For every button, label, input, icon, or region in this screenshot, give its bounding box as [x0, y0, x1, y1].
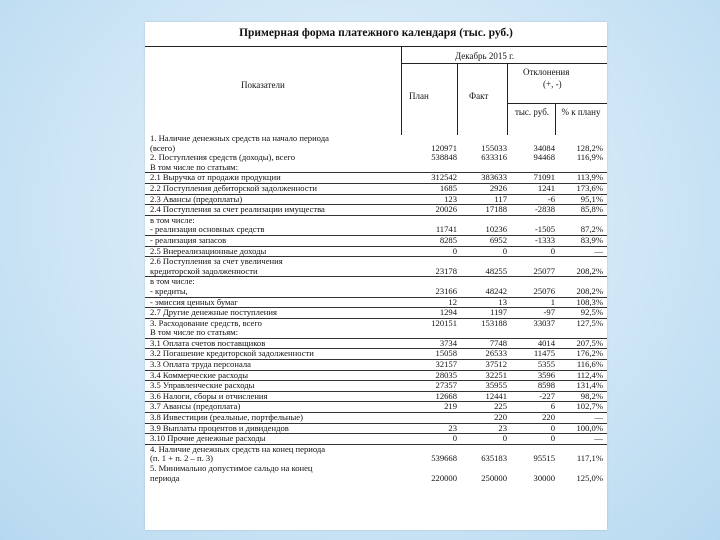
deviation-pct-cell: 128,2%: [576, 142, 603, 153]
row-label: 3.1 Оплата счетов поставщиков: [150, 338, 266, 348]
row-label: 2.3 Авансы (предоплаты): [150, 194, 243, 204]
row-label: В том числе по статьям:: [150, 162, 238, 172]
row-label: 3.6 Налоги, сборы и отчисления: [150, 391, 268, 401]
plan-cell: 539668: [431, 453, 457, 464]
deviation-pct-cell: 116,9%: [576, 152, 603, 163]
fact-cell: 383633: [481, 172, 507, 183]
deviation-pct-cell: 208,2%: [576, 265, 603, 276]
fact-cell: 1197: [490, 307, 507, 318]
deviation-abs-cell: 220: [542, 412, 555, 423]
plan-cell: 23166: [435, 285, 457, 296]
deviation-pct-cell: 87,2%: [580, 224, 603, 235]
row-label: 2.2 Поступления дебиторской задолженности: [150, 183, 317, 193]
deviation-pct-cell: 116,6%: [576, 359, 603, 370]
fact-cell: 153188: [481, 317, 507, 328]
deviation-abs-cell: -6: [547, 193, 555, 204]
fact-cell: 6952: [489, 234, 507, 245]
deviation-pct-cell: 113,9%: [576, 172, 603, 183]
table-row: [145, 267, 607, 278]
deviation-pct-cell: 176,2%: [576, 348, 603, 359]
deviation-pct-cell: 100,0%: [576, 422, 603, 433]
fact-cell: 220: [494, 412, 507, 423]
row-label: 3.8 Инвестиции (реальные, портфельные): [150, 413, 303, 423]
plan-cell: 220000: [431, 472, 457, 483]
deviation-pct-cell: 208,2%: [576, 285, 603, 296]
table-row: [145, 474, 607, 484]
deviation-abs-cell: -2838: [534, 204, 555, 215]
row-label: 3.3 Оплата труда персонала: [150, 360, 251, 370]
row-label: (п. 1 + п. 2 – п. 3): [150, 454, 214, 464]
row-label: 3.9 Выплаты процентов и дивидендов: [150, 423, 289, 433]
plan-cell: 23178: [435, 265, 457, 276]
table-row: [145, 402, 607, 413]
fact-cell: 23: [498, 422, 507, 433]
fact-cell: 17188: [485, 204, 507, 215]
plan-cell: 312542: [431, 172, 457, 183]
deviation-abs-cell: 6: [550, 401, 555, 412]
deviation-abs-cell: 0: [550, 433, 555, 444]
calendar-document: [145, 22, 607, 530]
row-label: 3.7 Авансы (предоплата): [150, 402, 241, 412]
plan-cell: 8285: [439, 234, 457, 245]
plan-cell: 15058: [435, 348, 457, 359]
row-label: 2.6 Поступления за счет увеличения: [150, 257, 283, 267]
header-plan: План: [409, 91, 429, 101]
deviation-pct-cell: 83,9%: [580, 234, 603, 245]
fact-cell: 48255: [485, 265, 507, 276]
deviation-abs-cell: 1241: [537, 182, 555, 193]
deviation-abs-cell: 33037: [533, 317, 555, 328]
deviation-pct-cell: 95,1%: [580, 193, 603, 204]
plan-cell: 0: [452, 245, 457, 256]
deviation-pct-cell: 108,3%: [576, 296, 603, 307]
deviation-abs-cell: -1505: [534, 224, 555, 235]
deviation-pct-cell: 125,0%: [576, 472, 603, 483]
table-row: [145, 434, 607, 445]
row-label: в том числе:: [150, 277, 195, 287]
deviation-pct-cell: 173,6%: [576, 182, 603, 193]
row-label: - эмиссия ценных бумаг: [150, 297, 238, 307]
table-row: [145, 205, 607, 216]
plan-cell: 1294: [439, 307, 457, 318]
header-divider: [507, 103, 607, 104]
plan-cell: 120971: [431, 142, 457, 153]
table-row: [145, 381, 607, 392]
plan-cell: 12668: [435, 390, 457, 401]
plan-cell: 120151: [431, 317, 457, 328]
fact-cell: 13: [498, 296, 507, 307]
plan-cell: 123: [444, 193, 457, 204]
row-label: периода: [150, 473, 180, 483]
table-row: [145, 413, 607, 424]
deviation-abs-cell: 11475: [533, 348, 555, 359]
header-divider: [457, 63, 458, 135]
deviation-pct-cell: —: [594, 412, 603, 423]
fact-cell: 155033: [481, 142, 507, 153]
row-label: 3.5 Управленческие расходы: [150, 381, 255, 391]
header-deviations: Отклонения: [523, 67, 570, 77]
row-label: - реализация запасов: [150, 235, 227, 245]
plan-cell: 32157: [435, 359, 457, 370]
deviation-pct-cell: 127,5%: [576, 317, 603, 328]
plan-cell: 219: [444, 401, 457, 412]
row-label: - кредиты,: [150, 286, 188, 296]
fact-cell: 12441: [485, 390, 507, 401]
row-label: 4. Наличие денежных средств на конец периода: [150, 444, 326, 454]
row-label: 2.7 Другие денежные поступления: [150, 308, 277, 318]
table-row: [145, 236, 607, 247]
fact-cell: 225: [494, 401, 507, 412]
plan-cell: 20026: [435, 204, 457, 215]
deviation-abs-cell: 1: [550, 296, 555, 307]
row-label: в том числе:: [150, 215, 195, 225]
table-row: [145, 184, 607, 195]
plan-cell: 1685: [439, 182, 457, 193]
deviation-pct-cell: —: [594, 245, 603, 256]
fact-cell: 26533: [485, 348, 507, 359]
deviation-pct-cell: 85,8%: [580, 204, 603, 215]
row-label: - реализация основных средств: [150, 225, 265, 235]
fact-cell: 32251: [485, 369, 507, 380]
deviation-pct-cell: 112,4%: [576, 369, 603, 380]
fact-cell: 7748: [489, 337, 507, 348]
row-label: 2.4 Поступления за счет реализации имущества: [150, 205, 325, 215]
deviation-pct-cell: 131,4%: [576, 380, 603, 391]
header-fact: Факт: [469, 91, 489, 101]
deviation-abs-cell: 0: [550, 422, 555, 433]
header-divider: [401, 47, 402, 135]
row-label: 5. Минимально допустимое сальдо на конец: [150, 464, 313, 473]
table-row: [145, 247, 607, 258]
fact-cell: 633316: [481, 152, 507, 163]
table-header: [145, 46, 607, 135]
deviation-abs-cell: -1333: [534, 234, 555, 245]
deviation-abs-cell: 8598: [537, 380, 555, 391]
fact-cell: 48242: [485, 285, 507, 296]
plan-cell: 538848: [431, 152, 457, 163]
row-label: 3.2 Погашение кредиторской задолженности: [150, 349, 314, 359]
row-label: 2.5 Внереализационные доходы: [150, 246, 267, 256]
plan-cell: 28035: [435, 369, 457, 380]
row-label: (всего): [150, 143, 176, 153]
row-label: кредиторской задолженности: [150, 266, 258, 276]
fact-cell: 10236: [485, 224, 507, 235]
deviation-abs-cell: -97: [543, 307, 555, 318]
deviation-abs-cell: 5355: [537, 359, 555, 370]
fact-cell: 250000: [481, 472, 507, 483]
fact-cell: 0: [502, 245, 507, 256]
deviation-abs-cell: 25076: [533, 285, 555, 296]
header-divider: [507, 63, 508, 135]
deviation-abs-cell: 71091: [533, 172, 555, 183]
plan-cell: 23: [448, 422, 457, 433]
deviation-pct-cell: 92,5%: [580, 307, 603, 318]
table-row: [145, 153, 607, 163]
deviation-pct-cell: 207,5%: [576, 337, 603, 348]
plan-cell: 11741: [435, 224, 457, 235]
header-percent-of-plan: % к плану: [561, 107, 601, 117]
table-body: [145, 134, 607, 483]
header-divider: [401, 63, 607, 64]
deviation-abs-cell: 0: [550, 245, 555, 256]
header-period: Декабрь 2015 г.: [455, 51, 515, 61]
row-label: 3.4 Коммерческие расходы: [150, 370, 248, 380]
fact-cell: 635183: [481, 453, 507, 464]
header-divider: [555, 103, 556, 135]
row-label: 3.10 Прочие денежные расходы: [150, 434, 266, 444]
row-label: 1. Наличие денежных средств на начало периода: [150, 134, 329, 143]
fact-cell: 35955: [485, 380, 507, 391]
header-deviation-sign: (+, -): [543, 79, 562, 89]
table-row: [145, 298, 607, 309]
plan-cell: 27357: [435, 380, 457, 391]
table-row: [145, 454, 607, 464]
deviation-pct-cell: —: [594, 433, 603, 444]
deviation-abs-cell: 34084: [533, 142, 555, 153]
document-title: Примерная форма платежного календаря (тыс. руб.): [239, 27, 513, 39]
deviation-pct-cell: 102,7%: [576, 401, 603, 412]
plan-cell: 3734: [439, 337, 457, 348]
row-label: 2. Поступления средств (доходы), всего: [150, 153, 296, 163]
deviation-pct-cell: 117,1%: [576, 453, 603, 464]
table-row: [145, 392, 607, 403]
row-label: 3. Расходование средств, всего: [150, 318, 262, 328]
deviation-abs-cell: -227: [539, 390, 555, 401]
row-label: 2.1 Выручка от продажи продукции: [150, 173, 281, 183]
fact-cell: 0: [502, 433, 507, 444]
header-thousand-rub: тыс. руб.: [514, 107, 550, 117]
deviation-abs-cell: 30000: [533, 472, 555, 483]
fact-cell: 37512: [485, 359, 507, 370]
header-indicators: Показатели: [241, 80, 285, 90]
table-row: [145, 424, 607, 435]
table-row: [145, 287, 607, 298]
fact-cell: 117: [494, 193, 507, 204]
deviation-abs-cell: 4014: [537, 337, 555, 348]
deviation-abs-cell: 94468: [533, 152, 555, 163]
deviation-abs-cell: 95515: [533, 453, 555, 464]
deviation-abs-cell: 25077: [533, 265, 555, 276]
plan-cell: 0: [452, 433, 457, 444]
row-label: В том числе по статьям:: [150, 328, 238, 338]
table-row: [145, 319, 607, 329]
fact-cell: 2926: [489, 182, 507, 193]
plan-cell: 12: [448, 296, 457, 307]
deviation-abs-cell: 3596: [537, 369, 555, 380]
deviation-pct-cell: 98,2%: [580, 390, 603, 401]
